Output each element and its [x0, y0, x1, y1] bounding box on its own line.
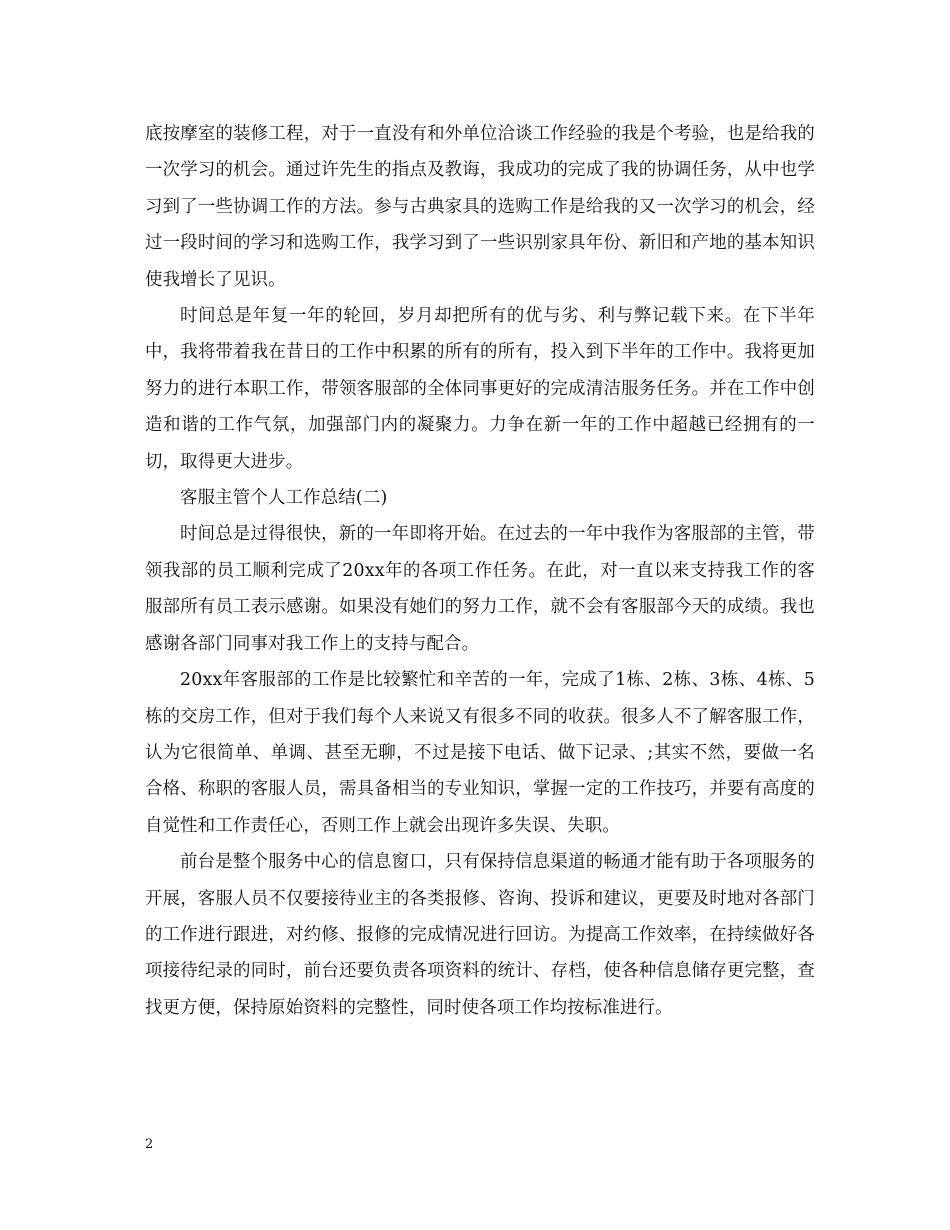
paragraph-continued: 底按摩室的装修工程，对于一直没有和外单位洽谈工作经验的我是个考验，也是给我的一次学习的机会。通过许先生的指点及教诲，我成功的完成了我的协调任务，从中也学习到了一些协调工作的方法。参与古典家具的选购工作是给我的又一次学习的机会，经过一段时间的学习和选购工作，我学习到了一些识别家具年份、新旧和产地的基本知识使我增长了见识。 [145, 124, 815, 290]
section-heading: 客服主管个人工作总结(二) [180, 488, 388, 509]
paragraph: 20xx年客服部的工作是比较繁忙和辛苦的一年，完成了1栋、2栋、3栋、4栋、5栋的交房工作，但对于我们每个人来说又有很多不同的收获。很多人不了解客服工作，认为它很简单、单调、甚至无聊，不过是接下电话、做下记录、;其实不然，要做一名合格、称职的客服人员，需具备相当的专业知识，掌握一定的工作技巧，并要有高度的自觉性和工作责任心，否则工作上就会出现许多失误、失职。 [145, 670, 815, 836]
paragraph: 时间总是过得很快，新的一年即将开始。在过去的一年中我作为客服部的主管，带领我部的员工顺利完成了20xx年的各项工作任务。在此，对一直以来支持我工作的客服部所有员工表示感谢。如果没有她们的努力工作，就不会有客服部今天的成绩。我也感谢各部门同事对我工作上的支持与配合。 [145, 524, 815, 654]
document-body [145, 116, 815, 1026]
page-number: 2 [145, 1137, 154, 1152]
paragraph: 时间总是年复一年的轮回，岁月却把所有的优与劣、利与弊记载下来。在下半年中，我将带着我在昔日的工作中积累的所有的所有，投入到下半年的工作中。我将更加努力的进行本职工作，带领客服部的全体同事更好的完成清洁服务任务。并在工作中创造和谐的工作气氛，加强部门内的凝聚力。力争在新一年的工作中超越已经拥有的一切，取得更大进步。 [145, 306, 815, 472]
paragraph: 前台是整个服务中心的信息窗口，只有保持信息渠道的畅通才能有助于各项服务的开展，客服人员不仅要接待业主的各类报修、咨询、投诉和建议，更要及时地对各部门的工作进行跟进，对约修、报修的完成情况进行回访。为提高工作效率，在持续做好各项接待纪录的同时，前台还要负责各项资料的统计、存档，使各种信息储存更完整，查找更方便，保持原始资料的完整性，同时使各项工作均按标准进行。 [145, 852, 815, 1018]
